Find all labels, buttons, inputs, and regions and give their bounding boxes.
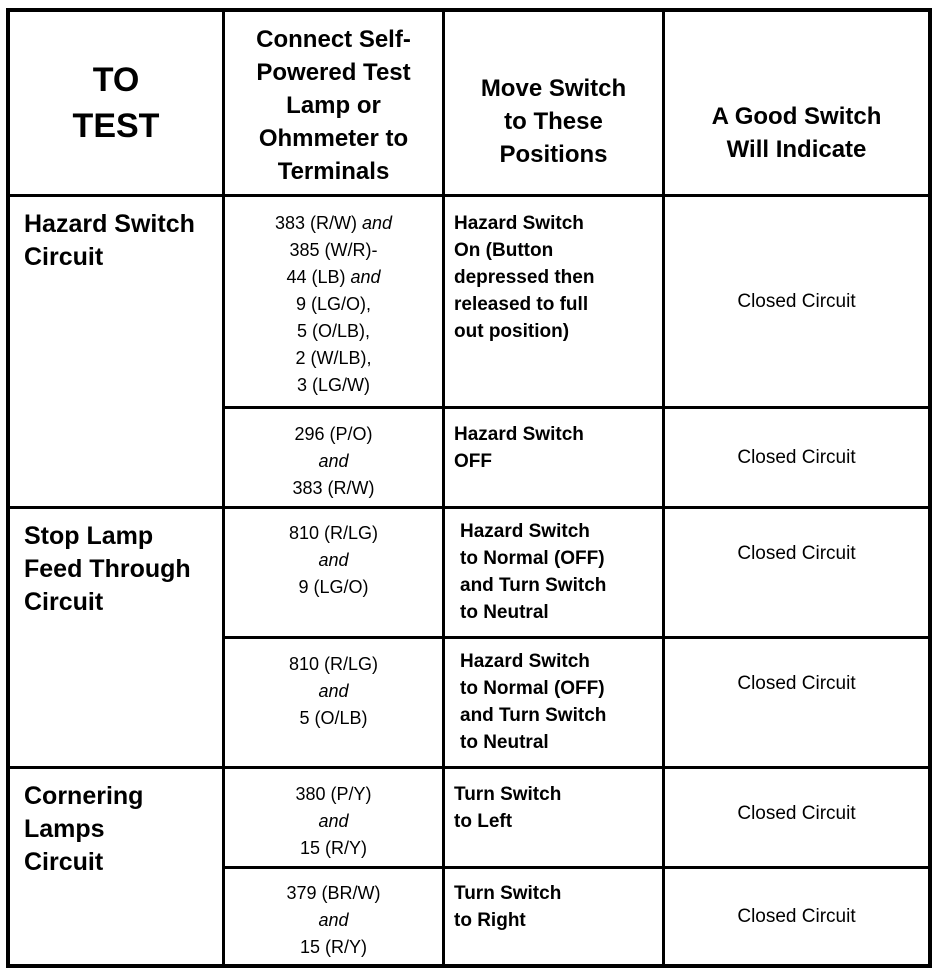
move-line: to Neutral (460, 732, 549, 753)
move-cell (452, 518, 662, 626)
move-line: OFF (454, 451, 492, 472)
move-line: Turn Switch (454, 784, 562, 805)
section-label-line: Stop Lamp (24, 522, 154, 550)
section-label-stop-lamp (10, 520, 222, 619)
terminal-value: 810 (R/LG) (288, 654, 379, 674)
result-cell (665, 409, 928, 506)
terminal-value: 810 (R/LG) (288, 523, 379, 543)
terminal-value: 383 (R/W) (292, 478, 375, 498)
result-cell (665, 509, 928, 599)
move-line: Hazard Switch (460, 651, 590, 672)
move-line: and Turn Switch (460, 705, 607, 726)
move-cell (446, 210, 662, 345)
section-label-cornering (10, 780, 222, 879)
result-text: Closed Circuit (737, 905, 856, 927)
move-cell (446, 421, 662, 475)
header-good-line: Will Indicate (726, 136, 867, 163)
header-move-line: Positions (499, 140, 608, 168)
move-cell (452, 648, 662, 756)
terminals-cell (225, 421, 442, 502)
move-line: to Normal (OFF) (460, 678, 605, 699)
terminal-conjunction: and (318, 550, 349, 570)
header-connect-line: Lamp or (286, 91, 381, 119)
result-text: Closed Circuit (737, 290, 856, 312)
terminal-value: 44 (LB) (286, 267, 346, 287)
section-label-line: Circuit (24, 588, 104, 616)
terminal-conjunction: and (350, 267, 381, 287)
header-move-line: Move Switch (480, 74, 627, 102)
terminal-value: 9 (LG/O) (298, 577, 369, 597)
section-label-line: Circuit (24, 243, 104, 271)
section-label-line: Lamps (24, 815, 105, 843)
terminal-value: 379 (BR/W) (286, 883, 381, 903)
section-label-line: Circuit (24, 848, 104, 876)
move-line: On (Button (454, 240, 554, 261)
terminal-conjunction: and (361, 213, 393, 233)
move-line: out position) (454, 321, 570, 342)
section-label-line: Feed Through (24, 555, 191, 583)
move-line: to Right (454, 910, 526, 931)
terminal-conjunction: and (318, 910, 349, 930)
terminal-value: 5 (O/LB), (296, 321, 371, 341)
header-connect (225, 16, 442, 194)
terminal-value: 383 (R/W) (274, 213, 357, 233)
terminal-conjunction: and (318, 451, 349, 471)
result-cell (665, 639, 928, 729)
terminal-value: 385 (W/R)- (289, 240, 378, 260)
header-to-test (10, 12, 222, 194)
section-label-line: Hazard Switch (24, 210, 195, 238)
terminal-value: 15 (R/Y) (299, 838, 368, 858)
move-line: and Turn Switch (460, 575, 607, 596)
terminals-cell (225, 651, 442, 732)
section-label-hazard (10, 208, 222, 274)
terminal-value: 9 (LG/O), (295, 294, 371, 314)
move-line: Hazard Switch (454, 424, 584, 445)
header-good-switch (665, 72, 928, 194)
move-cell (446, 880, 662, 934)
switch-test-table (6, 8, 932, 968)
header-move (445, 48, 662, 194)
header-connect-line: Powered Test (256, 58, 411, 86)
result-cell (665, 197, 928, 406)
header-connect-line: Terminals (277, 157, 390, 185)
result-cell (665, 869, 928, 964)
move-line: to Normal (OFF) (460, 548, 605, 569)
result-text: Closed Circuit (737, 803, 856, 824)
section-label-line: Cornering (24, 782, 144, 810)
terminal-value: 5 (O/LB) (299, 708, 368, 728)
terminal-value: 380 (P/Y) (295, 784, 372, 804)
terminals-cell (225, 520, 442, 601)
result-text: Closed Circuit (737, 543, 856, 564)
terminal-value: 3 (LG/W) (296, 375, 370, 395)
move-line: released to full (454, 294, 589, 315)
move-cell (446, 781, 662, 835)
header-connect-line: Ohmmeter to (258, 124, 409, 152)
terminals-cell (225, 210, 442, 399)
terminals-cell (225, 781, 442, 862)
terminal-value: 15 (R/Y) (299, 937, 368, 957)
result-text: Closed Circuit (737, 446, 856, 468)
result-text: Closed Circuit (737, 673, 856, 694)
header-to-test-line: TEST (72, 107, 160, 145)
move-line: Hazard Switch (460, 521, 590, 542)
header-connect-line: Connect Self- (256, 25, 411, 53)
terminals-cell (225, 880, 442, 961)
header-move-line: to These (504, 107, 603, 135)
header-to-test-line: TO (92, 61, 140, 99)
move-line: to Left (454, 811, 513, 832)
move-line: Hazard Switch (454, 213, 584, 234)
terminal-conjunction: and (318, 811, 349, 831)
terminal-conjunction: and (318, 681, 349, 701)
move-line: to Neutral (460, 602, 549, 623)
result-cell (665, 769, 928, 859)
terminal-value: 2 (W/LB), (295, 348, 372, 368)
header-good-line: A Good Switch (711, 103, 882, 130)
move-line: depressed then (454, 267, 595, 288)
move-line: Turn Switch (454, 883, 562, 904)
terminal-value: 296 (P/O) (294, 424, 373, 444)
